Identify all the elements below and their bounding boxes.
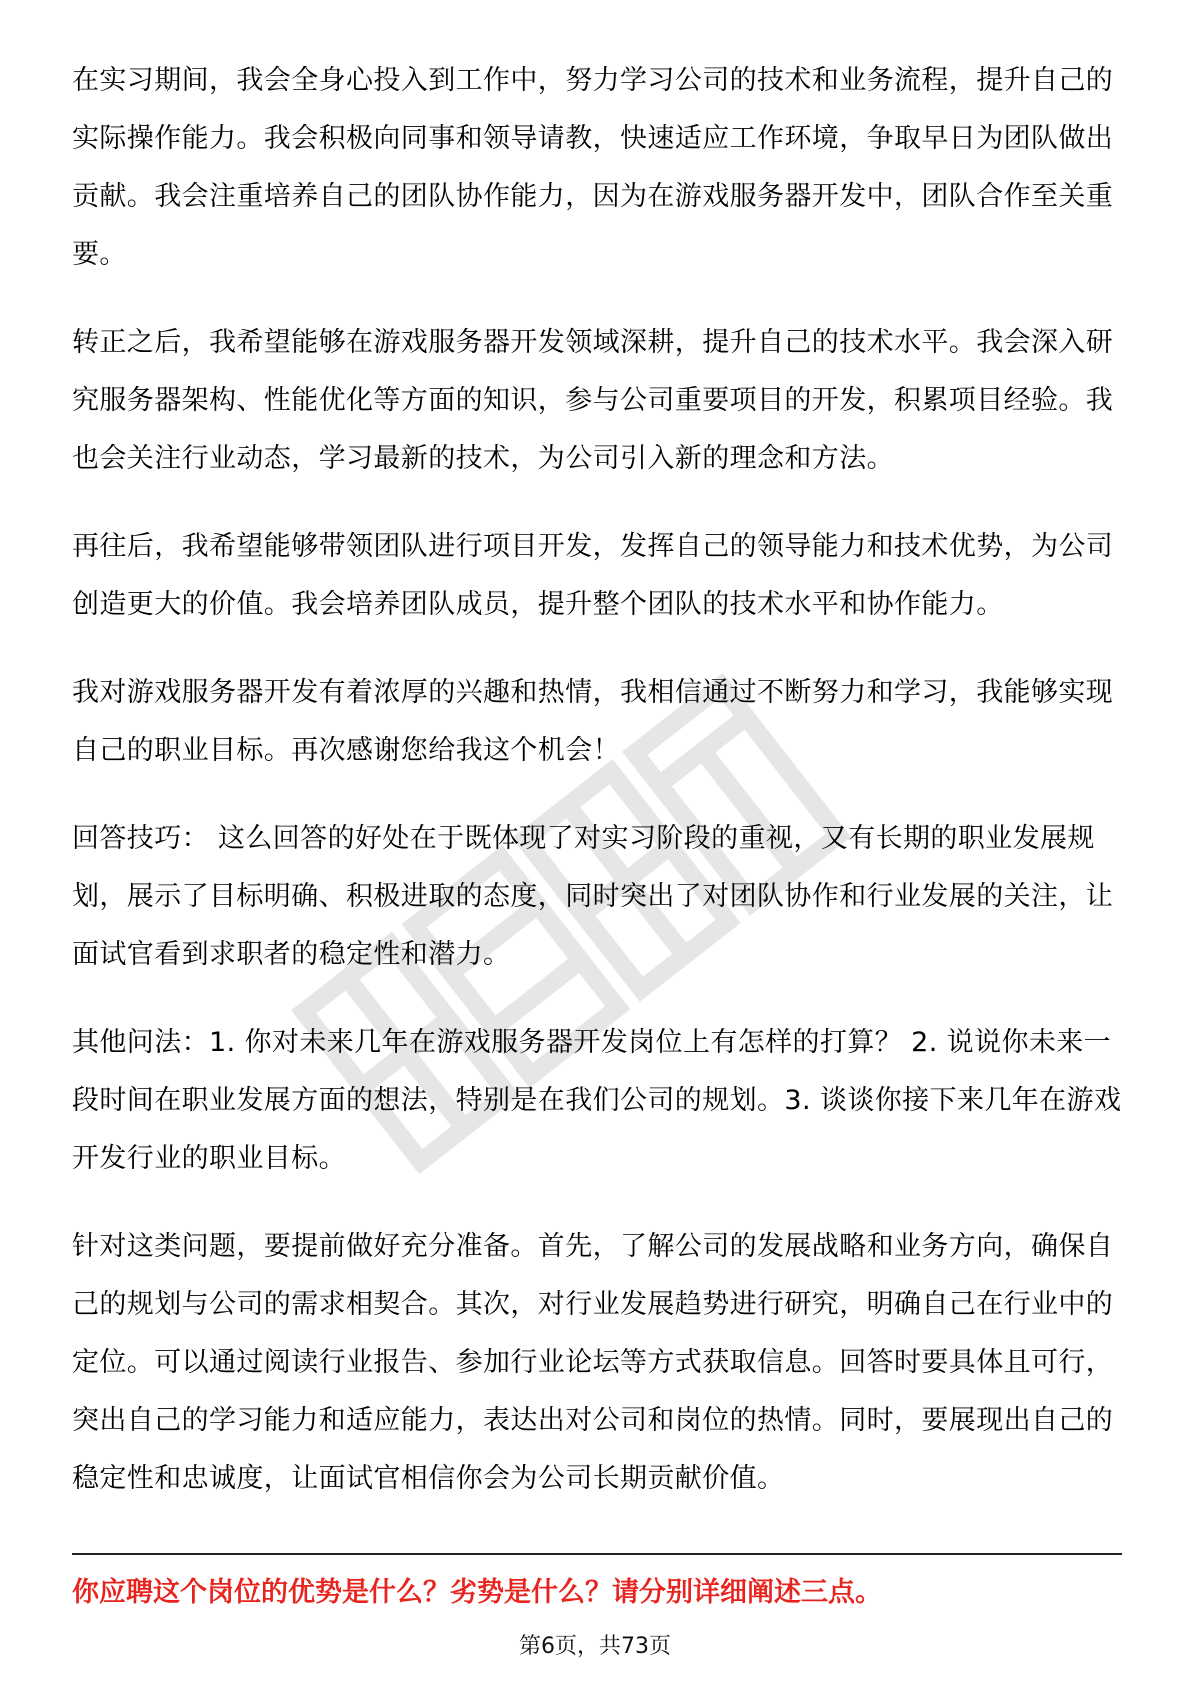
- paragraph-other-questions: 其他问法：1. 你对未来几年在游戏服务器开发岗位上有怎样的打算？ 2. 说说你未来一段时间在职业发展方面的想法，特别是在我们公司的规划。3. 谈谈你接下来几年在游戏开发行业的职业目标。: [72, 1027, 1122, 1174]
- paragraph-after-regularization: 转正之后，我希望能够在游戏服务器开发领域深耕，提升自己的技术水平。我会深入研究服务器架构、性能优化等方面的知识，参与公司重要项目的开发，积累项目经验。我也会关注行业动态，学习最新的技术，为公司引入新的理念和方法。: [72, 327, 1114, 474]
- page-number-footer: 第6页，共73页: [519, 1634, 671, 1659]
- paragraph-answer-tips: 回答技巧： 这么回答的好处在于既体现了对实习阶段的重视，又有长期的职业发展规划，展示了目标明确、积极进取的态度，同时突出了对团队协作和行业发展的关注，让面试官看到求职者的稳定性和潜力。: [72, 823, 1114, 970]
- paragraph-closing: 我对游戏服务器开发有着浓厚的兴趣和热情，我相信通过不断努力和学习，我能够实现自己的职业目标。再次感谢您给我这个机会！: [72, 677, 1114, 766]
- section-divider: [72, 1553, 1122, 1555]
- paragraph-preparation-advice: 针对这类问题，要提前做好充分准备。首先，了解公司的发展战略和业务方向，确保自己的规划与公司的需求相契合。其次，对行业发展趋势进行研究，明确自己在行业中的定位。可以通过阅读行业报告、参加行业论坛等方式获取信息。回答时要具体且可行，突出自己的学习能力和适应能力，表达出对公司和岗位的热情。同时，要展现出自己的稳定性和忠诚度，让面试官相信你会为公司长期贡献价值。: [72, 1231, 1114, 1494]
- document-body: [72, 52, 1122, 1538]
- next-question-heading: 你应聘这个岗位的优势是什么？劣势是什么？请分别详细阐述三点。: [72, 1577, 882, 1608]
- paragraph-internship: 在实习期间，我会全身心投入到工作中，努力学习公司的技术和业务流程，提升自己的实际操作能力。我会积极向同事和领导请教，快速适应工作环境，争取早日为团队做出贡献。我会注重培养自己的团队协作能力，因为在游戏服务器开发中，团队合作至关重要。: [72, 65, 1114, 270]
- paragraph-later-goals: 再往后，我希望能够带领团队进行项目开发，发挥自己的领导能力和技术优势，为公司创造更大的价值。我会培养团队成员，提升整个团队的技术水平和协作能力。: [72, 531, 1114, 620]
